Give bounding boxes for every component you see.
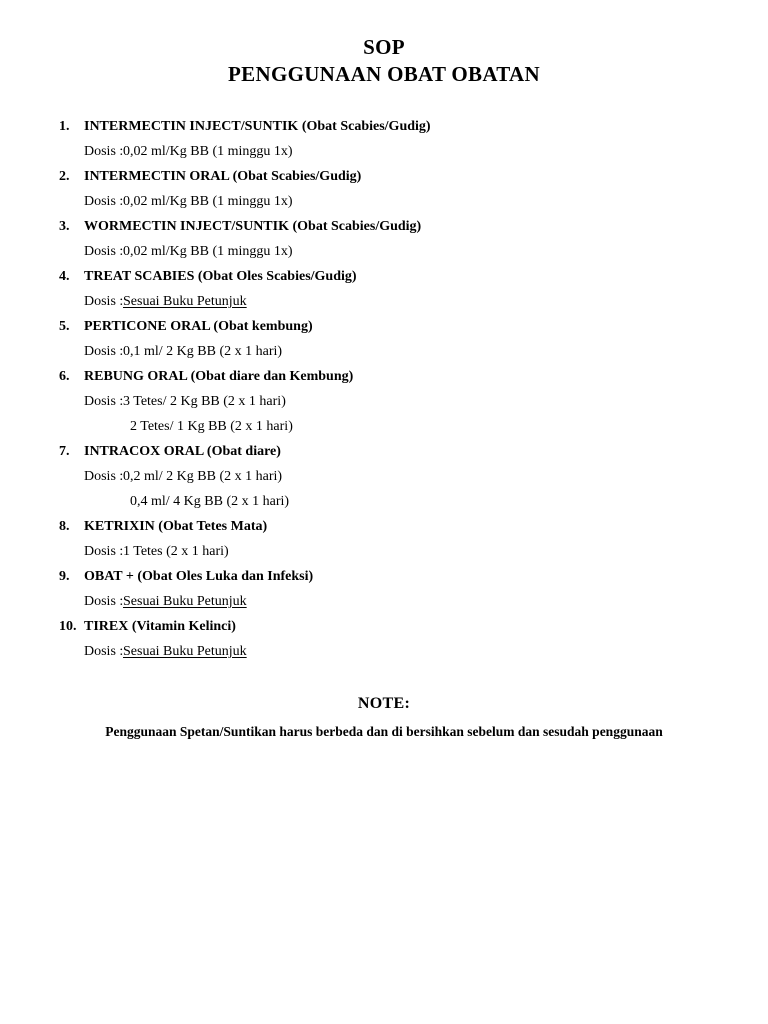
medication-item <box>0 114 768 164</box>
dosage-line <box>0 289 768 314</box>
medication-list <box>0 114 768 664</box>
dosage-label: Dosis : <box>84 194 124 209</box>
medication-heading <box>0 314 768 339</box>
dosage-label: Dosis : <box>84 644 124 659</box>
dosage-label: Dosis : <box>84 144 124 159</box>
dosage-value: 0,02 ml/Kg BB (1 minggu 1x) <box>123 144 293 159</box>
dosage-line <box>0 339 768 364</box>
dosage-line-continued <box>0 414 768 439</box>
medication-name: TREAT SCABIES (Obat Oles Scabies/Gudig) <box>84 269 357 284</box>
dosage-value: 0,02 ml/Kg BB (1 minggu 1x) <box>123 194 293 209</box>
dosage-line-continued <box>0 489 768 514</box>
item-number: 3. <box>59 219 70 234</box>
dosage-value: Sesuai Buku Petunjuk <box>123 594 247 609</box>
medication-item <box>0 439 768 514</box>
dosage-label: Dosis : <box>84 394 124 409</box>
medication-item <box>0 614 768 664</box>
medication-name: INTERMECTIN INJECT/SUNTIK (Obat Scabies/Gudig) <box>84 119 431 134</box>
medication-name: TIREX (Vitamin Kelinci) <box>84 619 236 634</box>
item-number: 2. <box>59 169 70 184</box>
dosage-value: Sesuai Buku Petunjuk <box>123 644 247 659</box>
medication-item <box>0 314 768 364</box>
item-number: 4. <box>59 269 70 284</box>
dosage-line <box>0 389 768 414</box>
medication-heading <box>0 514 768 539</box>
medication-name: KETRIXIN (Obat Tetes Mata) <box>84 519 268 534</box>
dosage-line <box>0 639 768 664</box>
dosage-line <box>0 189 768 214</box>
item-number: 1. <box>59 119 70 134</box>
medication-item <box>0 564 768 614</box>
medication-name: REBUNG ORAL (Obat diare dan Kembung) <box>84 369 354 384</box>
dosage-label: Dosis : <box>84 294 124 309</box>
item-number: 7. <box>59 444 70 459</box>
dosage-label: Dosis : <box>84 544 124 559</box>
document-subtitle: PENGGUNAAN OBAT OBATAN <box>228 62 540 86</box>
dosage-label: Dosis : <box>84 594 124 609</box>
medication-item <box>0 264 768 314</box>
medication-heading <box>0 264 768 289</box>
medication-item <box>0 364 768 439</box>
item-number: 5. <box>59 319 70 334</box>
dosage-value: 2 Tetes/ 1 Kg BB (2 x 1 hari) <box>130 419 293 434</box>
dosage-label: Dosis : <box>84 244 124 259</box>
item-number: 10. <box>59 619 77 634</box>
medication-heading <box>0 439 768 464</box>
medication-item <box>0 214 768 264</box>
dosage-value: 1 Tetes (2 x 1 hari) <box>123 544 229 559</box>
medication-name: INTRACOX ORAL (Obat diare) <box>84 444 281 459</box>
medication-heading <box>0 364 768 389</box>
medication-item <box>0 514 768 564</box>
dosage-value: 0,2 ml/ 2 Kg BB (2 x 1 hari) <box>123 469 283 484</box>
dosage-line <box>0 539 768 564</box>
dosage-value: 0,1 ml/ 2 Kg BB (2 x 1 hari) <box>123 344 283 359</box>
dosage-value: 0,4 ml/ 4 Kg BB (2 x 1 hari) <box>130 494 290 509</box>
medication-heading <box>0 564 768 589</box>
dosage-line <box>0 139 768 164</box>
medication-name: OBAT + (Obat Oles Luka dan Infeksi) <box>84 569 314 584</box>
medication-heading <box>0 114 768 139</box>
dosage-value: Sesuai Buku Petunjuk <box>123 294 247 309</box>
dosage-value: 3 Tetes/ 2 Kg BB (2 x 1 hari) <box>123 394 286 409</box>
dosage-line <box>0 589 768 614</box>
medication-heading <box>0 214 768 239</box>
dosage-label: Dosis : <box>84 469 124 484</box>
medication-name: WORMECTIN INJECT/SUNTIK (Obat Scabies/Gudig) <box>84 219 422 234</box>
item-number: 6. <box>59 369 70 384</box>
note-text: Penggunaan Spetan/Suntikan harus berbeda dan di bersihkan sebelum dan sesudah penggunaan <box>105 724 663 739</box>
medication-name: PERTICONE ORAL (Obat kembung) <box>84 319 313 334</box>
document-title: SOP <box>363 35 405 59</box>
dosage-line <box>0 464 768 489</box>
dosage-line <box>0 239 768 264</box>
dosage-label: Dosis : <box>84 344 124 359</box>
item-number: 8. <box>59 519 70 534</box>
medication-item <box>0 164 768 214</box>
dosage-value: 0,02 ml/Kg BB (1 minggu 1x) <box>123 244 293 259</box>
item-number: 9. <box>59 569 70 584</box>
note-title: NOTE: <box>357 695 411 712</box>
medication-heading <box>0 164 768 189</box>
medication-heading <box>0 614 768 639</box>
medication-name: INTERMECTIN ORAL (Obat Scabies/Gudig) <box>84 169 362 184</box>
